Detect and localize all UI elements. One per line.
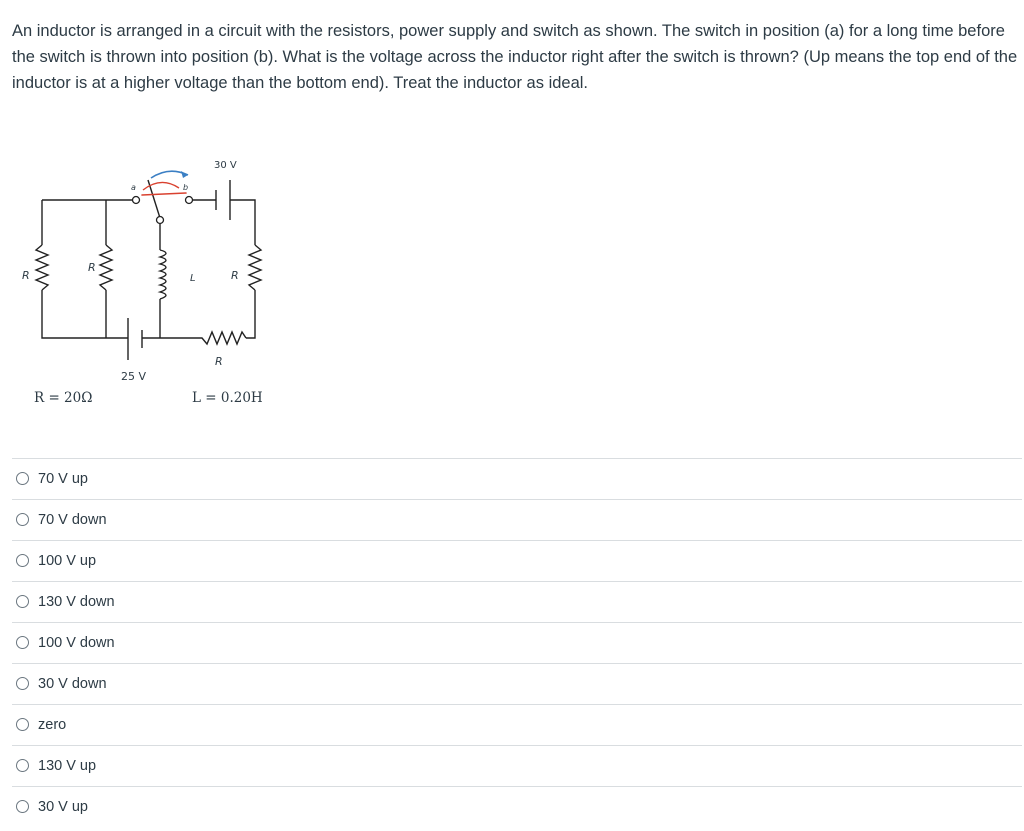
resistor-label-bottom: R xyxy=(215,355,223,368)
answer-list xyxy=(12,458,1022,827)
battery-25-label: 25 V xyxy=(121,370,147,383)
answer-label: zero xyxy=(38,716,67,733)
answer-label: 100 V up xyxy=(38,552,97,569)
inductor-label: L xyxy=(190,273,196,284)
radio-button[interactable] xyxy=(16,636,29,649)
resistor-bottom xyxy=(182,332,246,344)
answer-label: 70 V down xyxy=(38,511,107,528)
resistor-left-outer xyxy=(36,245,48,290)
resistor-right xyxy=(249,245,261,290)
answer-label: 130 V down xyxy=(38,593,115,610)
question-text: An inductor is arranged in a circuit with the resistors, power supply and switch as shown. The switch in position (a) for a long time before the switch is thrown into position (b). What is the voltage across the inductor right after the switch is thrown? (Up means the top end of the inductor is at a higher voltage than the bottom end). Treat the inductor as ideal. xyxy=(12,22,1018,92)
radio-button[interactable] xyxy=(16,595,29,608)
wire-left-bottom xyxy=(42,290,128,338)
radio-button[interactable] xyxy=(16,800,29,813)
circuit-diagram xyxy=(0,150,300,390)
answer-label: 30 V up xyxy=(38,798,88,815)
radio-button[interactable] xyxy=(16,759,29,772)
answer-label: 130 V up xyxy=(38,757,97,774)
switch-blade-b-arc xyxy=(143,182,179,190)
radio-button[interactable] xyxy=(16,472,29,485)
radio-button[interactable] xyxy=(16,513,29,526)
resistor-label-outer: R xyxy=(22,269,30,282)
switch-terminal-b xyxy=(186,197,193,204)
given-l-value: L = 0.20H xyxy=(192,390,263,406)
answer-option[interactable] xyxy=(12,622,1022,662)
resistor-left-inner xyxy=(100,245,112,290)
switch-blade-b xyxy=(142,193,186,195)
battery-30-label: 30 V xyxy=(214,160,237,171)
radio-button[interactable] xyxy=(16,718,29,731)
given-r-value: R = 20Ω xyxy=(34,390,93,406)
answer-option[interactable] xyxy=(12,704,1022,744)
switch-label-b: b xyxy=(183,183,189,192)
inductor-coil xyxy=(160,250,166,299)
answer-label: 100 V down xyxy=(38,634,115,651)
answer-option[interactable] xyxy=(12,458,1022,498)
resistor-label-inner: R xyxy=(88,261,96,274)
answer-option[interactable] xyxy=(12,540,1022,580)
radio-button[interactable] xyxy=(16,677,29,690)
switch-terminal-a xyxy=(133,197,140,204)
answer-option[interactable] xyxy=(12,663,1022,703)
wire-right-down xyxy=(246,290,255,338)
switch-arrow-head xyxy=(181,171,188,178)
switch-label-a: a xyxy=(131,183,136,192)
resistor-label-right: R xyxy=(231,269,239,282)
radio-button[interactable] xyxy=(16,554,29,567)
answer-option[interactable] xyxy=(12,499,1022,539)
wire-battery30-right xyxy=(230,200,255,245)
answer-option[interactable] xyxy=(12,786,1022,826)
answer-option[interactable] xyxy=(12,581,1022,621)
answer-label: 30 V down xyxy=(38,675,107,692)
answer-option[interactable] xyxy=(12,745,1022,785)
answer-label: 70 V up xyxy=(38,470,88,487)
switch-pivot xyxy=(157,217,164,224)
